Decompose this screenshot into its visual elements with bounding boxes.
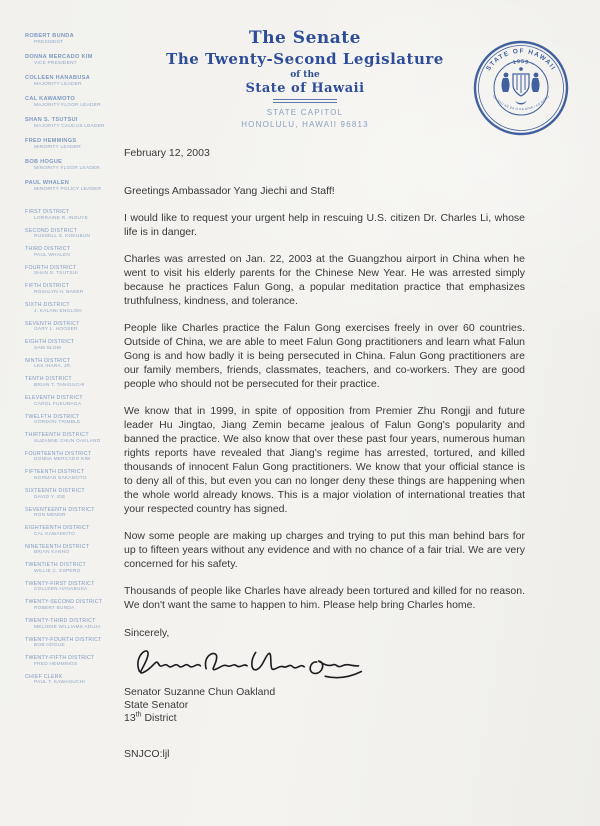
district-label: THIRD DISTRICT xyxy=(25,246,71,253)
district-senator-name: PAUL WHALEN xyxy=(34,252,71,258)
district-label: TENTH DISTRICT xyxy=(25,376,72,383)
district-label: SIXTH DISTRICT xyxy=(25,301,70,308)
leadership-entry xyxy=(25,75,150,88)
letter-date: February 12, 2003 xyxy=(124,147,210,159)
district-label: EIGHTH DISTRICT xyxy=(25,339,75,346)
leadership-entry xyxy=(25,33,150,46)
district-ordinal-suffix: th xyxy=(135,711,142,719)
district-label: FIRST DISTRICT xyxy=(25,209,70,215)
district-label: SEVENTH DISTRICT xyxy=(25,320,80,327)
district-label: TWENTY-FIRST DISTRICT xyxy=(25,580,95,587)
hawaii-state-seal-icon xyxy=(471,38,571,138)
district-senator-name: LES IHARA, JR. xyxy=(34,364,72,370)
district-senator-name: GORDON TRIMBLE xyxy=(34,420,81,426)
svg-text:STATE OF HAWAII: STATE OF HAWAII xyxy=(485,47,557,73)
district-senator-name: GARY L. HOOSER xyxy=(34,327,78,333)
district-label: TWELFTH DISTRICT xyxy=(25,413,80,420)
district-label: FOURTH DISTRICT xyxy=(25,264,77,271)
leader-role: MAJORITY CAUCUS LEADER xyxy=(34,124,105,129)
district-label: TWENTY-SECOND DISTRICT xyxy=(25,599,103,606)
leadership-entry xyxy=(25,96,150,109)
letter-paragraph: Now some people are making up charges and trying to put this man behind bars for up to fifteen years without any evidence and with no chance of a fair trial. We are very concerned for his safety. xyxy=(124,530,525,570)
senate-title: The Senate xyxy=(249,28,361,48)
honolulu-address-line: HONOLULU, HAWAII 96813 xyxy=(241,120,369,129)
district-label: SECOND DISTRICT xyxy=(25,227,78,234)
letter-paragraph: I would like to request your urgent help in rescuing U.S. citizen Dr. Charles Li, whose life is in danger. xyxy=(124,212,525,238)
letterhead-divider xyxy=(273,99,337,103)
letterhead xyxy=(155,28,455,131)
district-label: TWENTY-THIRD DISTRICT xyxy=(25,618,96,625)
district-senator-name: CAL KAWAMOTO xyxy=(34,531,75,537)
sender-district-line xyxy=(124,712,525,725)
leadership-entry xyxy=(25,117,150,130)
letter-paragraph: We know that in 1999, in spite of opposition from Premier Zhu Rongji and future leader Hu Jingtao, Jiang Zemin became jealous of Falun Gong's popularity and banned the practice. We also know that over these past four years, numerous human rights reports have revealed that Jiang's regime has arrested, tortured, and killed thousands of innocent Falun Gong practitioners. We know that your official stance is to deny all of this, but even you can no longer deny these things are happening when the whole world already knows. This is a major violation of international treaties that your respected country has signed. xyxy=(124,405,525,515)
district-senator-name: J. KALANI ENGLISH xyxy=(34,308,82,314)
district-label: FIFTEENTH DISTRICT xyxy=(25,469,85,476)
district-label: NINTH DISTRICT xyxy=(25,357,71,364)
letter-paragraph: Thousands of people like Charles have already been tortured and killed for no reason. We don't want the same to happen to him. Please help bring Charles home. xyxy=(124,585,525,611)
district-senator-name: WILLIE C. ESPERO xyxy=(34,568,81,574)
leader-name: FRED HEMMINGS xyxy=(25,138,77,144)
letter-body xyxy=(124,146,525,761)
district-label: TWENTY-FIFTH DISTRICT xyxy=(25,655,95,662)
district-label: TWENTIETH DISTRICT xyxy=(25,562,87,569)
district-senator-name: RUSSELL S. KOKUBUN xyxy=(34,234,91,240)
leader-role: MAJORITY FLOOR LEADER xyxy=(34,103,101,108)
seal-crest xyxy=(502,67,540,104)
leader-name: SHAN S. TSUTSUI xyxy=(25,117,78,123)
sender-block xyxy=(124,686,525,725)
district-label: CHIEF CLERK xyxy=(25,673,63,680)
signature-script xyxy=(124,642,374,682)
district-senator-name: ROSALYN H. BAKER xyxy=(34,289,84,295)
leadership-entry xyxy=(25,54,150,67)
district-senator-name: ROBERT BUNDA xyxy=(34,606,75,612)
leader-role: MAJORITY LEADER xyxy=(34,82,82,87)
district-label: SIXTEENTH DISTRICT xyxy=(25,487,85,494)
district-label: THIRTEENTH DISTRICT xyxy=(25,432,89,439)
svg-text:UA MAU KE EA O KA AINA I KA PO: UA MAU KE EA O KA AINA I KA PONO xyxy=(491,94,551,112)
reference-initials: SNJCO:ljl xyxy=(124,748,170,760)
district-senator-name: SAM SLOM xyxy=(34,345,61,351)
district-label: FOURTEENTH DISTRICT xyxy=(25,450,92,457)
leader-role: MINORITY FLOOR LEADER xyxy=(34,166,100,171)
of-the-line: of the xyxy=(290,70,320,80)
sender-title-line: State Senator xyxy=(124,699,189,711)
letter-paragraph: Charles was arrested on Jan. 22, 2003 at the Guangzhou airport in China when he went to visit his elderly parents for the Chinese New Year. He was arrested simply because he practices Falun Gong, a popular meditation practice that emphasizes truthfulness, kindness, and tolerance. xyxy=(124,253,525,307)
leader-name: COLLEEN HANABUSA xyxy=(25,75,91,81)
district-senator-name: CAROL FUKUNAGA xyxy=(34,401,82,407)
sender-name-line: Senator Suzanne Chun Oakland xyxy=(124,686,276,698)
letter-closing: Sincerely, xyxy=(124,627,170,639)
leader-name: DONNA MERCADO KIM xyxy=(25,54,93,60)
leader-role: PRESIDENT xyxy=(34,40,64,45)
state-capitol-line: STATE CAPITOL xyxy=(266,108,344,117)
district-senator-name: SUZANNE CHUN OAKLAND xyxy=(34,438,101,444)
district-senator-name: LORRAINE R. INOUYE xyxy=(34,215,88,221)
district-senator-name: BRIAN T. TANIGUCHI xyxy=(34,382,85,388)
district-senator-name: DONNA MERCADO KIM xyxy=(34,457,91,463)
district-senator-name: COLLEEN HANABUSA xyxy=(34,587,88,593)
district-senator-name: BOB HOGUE xyxy=(34,643,65,649)
district-senator-name: PAUL T. KAWAGUCHI xyxy=(34,680,85,686)
leader-name: BOB HOGUE xyxy=(25,159,63,165)
leader-role: VICE PRESIDENT xyxy=(34,61,77,66)
leader-name: PAUL WHALEN xyxy=(25,180,70,186)
district-senator-name: MELODIE WILLIAMS ADUJA xyxy=(34,624,102,630)
district-label: ELEVENTH DISTRICT xyxy=(25,394,83,401)
letter-greeting: Greetings Ambassador Yang Jiechi and Staff! xyxy=(124,185,335,197)
district-label: SEVENTEENTH DISTRICT xyxy=(25,506,95,513)
svg-text:• 1959 •: • 1959 • xyxy=(506,58,536,69)
district-senator-name: BRIAN KANNO xyxy=(34,550,70,556)
district-senator-name: DAVID Y. IGE xyxy=(34,494,66,500)
district-label: NINETEENTH DISTRICT xyxy=(25,543,90,550)
district-senator-name: FRED HEMMINGS xyxy=(34,661,78,667)
district-number: 13 xyxy=(124,712,136,724)
legislature-subtitle: The Twenty-Second Legislature xyxy=(166,50,444,68)
leader-name: CAL KAWAMOTO xyxy=(25,96,76,102)
district-word: District xyxy=(141,712,177,724)
district-senator-name: RON MENOR xyxy=(34,513,66,519)
leader-role: MINORITY POLICY LEADER xyxy=(34,187,102,192)
district-label: EIGHTEENTH DISTRICT xyxy=(25,525,90,532)
district-label: FIFTH DISTRICT xyxy=(25,283,70,290)
state-of-hawaii-line: State of Hawaii xyxy=(245,81,365,96)
leader-name: ROBERT BUNDA xyxy=(25,33,74,39)
district-senator-name: NORMAN SAKAMOTO xyxy=(34,475,87,481)
letter-paragraph: People like Charles practice the Falun Gong exercises freely in over 60 countries. Outside of China, we are able to meet Falun Gong practitioners and learn what Falun Gong is and how badly it is being persecuted in China. Falun Gong practitioners are our family members, friends, classmates, teachers, and co-workers. They are good people who should not be persecuted for their practice. xyxy=(124,322,525,390)
district-senator-name: SHAN S. TSUTSUI xyxy=(34,271,78,277)
leader-role: MINORITY LEADER xyxy=(34,145,81,150)
district-label: TWENTY-FOURTH DISTRICT xyxy=(25,636,102,643)
